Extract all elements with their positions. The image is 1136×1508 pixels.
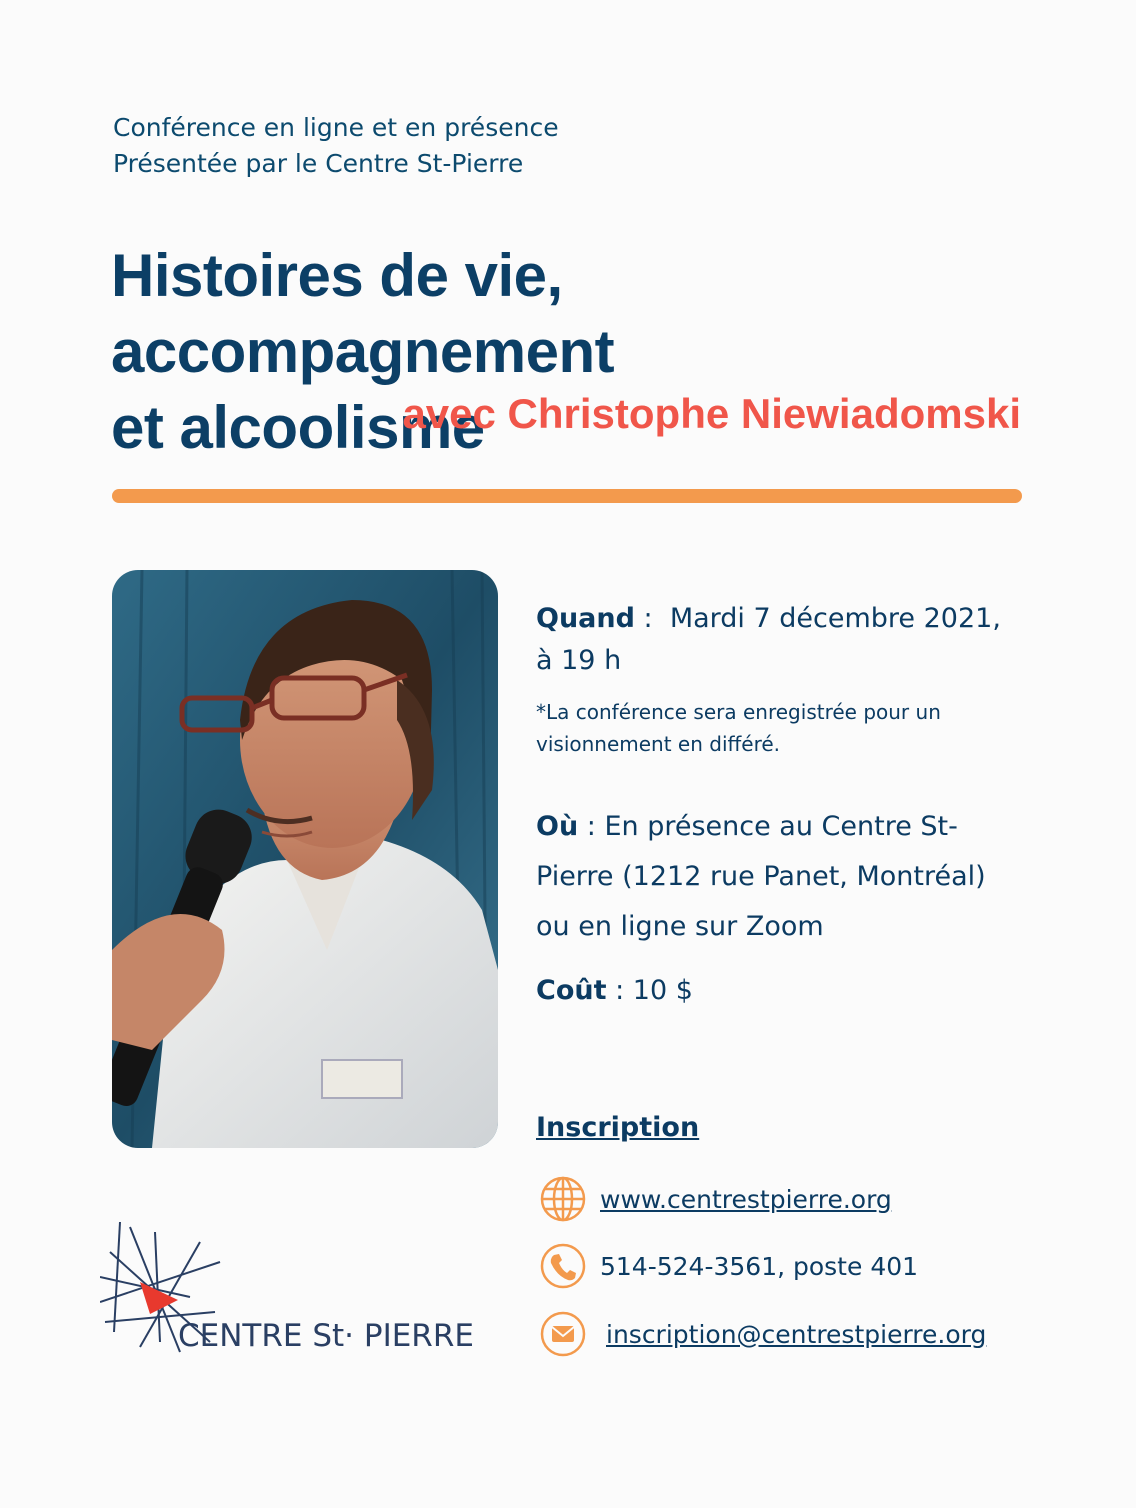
website-row [540,1176,892,1222]
website-link[interactable]: www.centrestpierre.org [600,1184,892,1214]
cost-separator: : [606,975,633,1006]
when-separator: : [634,603,670,634]
intro-line-1: Conférence en ligne et en présence [113,113,559,142]
email-link[interactable]: inscription@centrestpierre.org [606,1319,987,1349]
logo-text: CENTRE St· PIERRE [178,1318,474,1354]
where-row [536,802,1006,952]
email-row [540,1311,986,1357]
phone-row [540,1243,918,1289]
speaker-name: avec Christophe Niewiadomski [402,390,1021,437]
when-row [536,598,1006,682]
speaker-photo [112,570,498,1148]
where-separator: : [578,811,605,842]
divider [112,489,1022,503]
envelope-icon [540,1311,586,1357]
intro-line-2: Présentée par le Centre St-Pierre [113,149,524,178]
phone-number[interactable]: 514-524-3561, poste 401 [600,1251,919,1281]
phone-icon [540,1243,586,1289]
where-value: En présence au Centre St-Pierre (1212 rue Panet, Montréal) [536,811,986,892]
intro [113,110,559,182]
when-value: Mardi 7 décembre 2021, à 19 h [536,603,1001,676]
title-line-1: Histoires de vie, accompagnement [111,242,615,385]
globe-icon [540,1176,586,1222]
cost-row [536,970,1006,1012]
cost-label: Coût [536,975,607,1006]
where-alternative: ou en ligne sur Zoom [536,911,824,942]
where-label: Où [536,811,579,842]
recording-note: *La conférence sera enregistrée pour un visionnement en différé. [536,700,941,756]
event-details [536,598,1006,1012]
cost-value: 10 $ [632,975,693,1006]
when-label: Quand [536,603,635,634]
title-line-2: et alcoolisme [111,394,485,461]
inscription-heading[interactable]: Inscription [536,1112,700,1143]
